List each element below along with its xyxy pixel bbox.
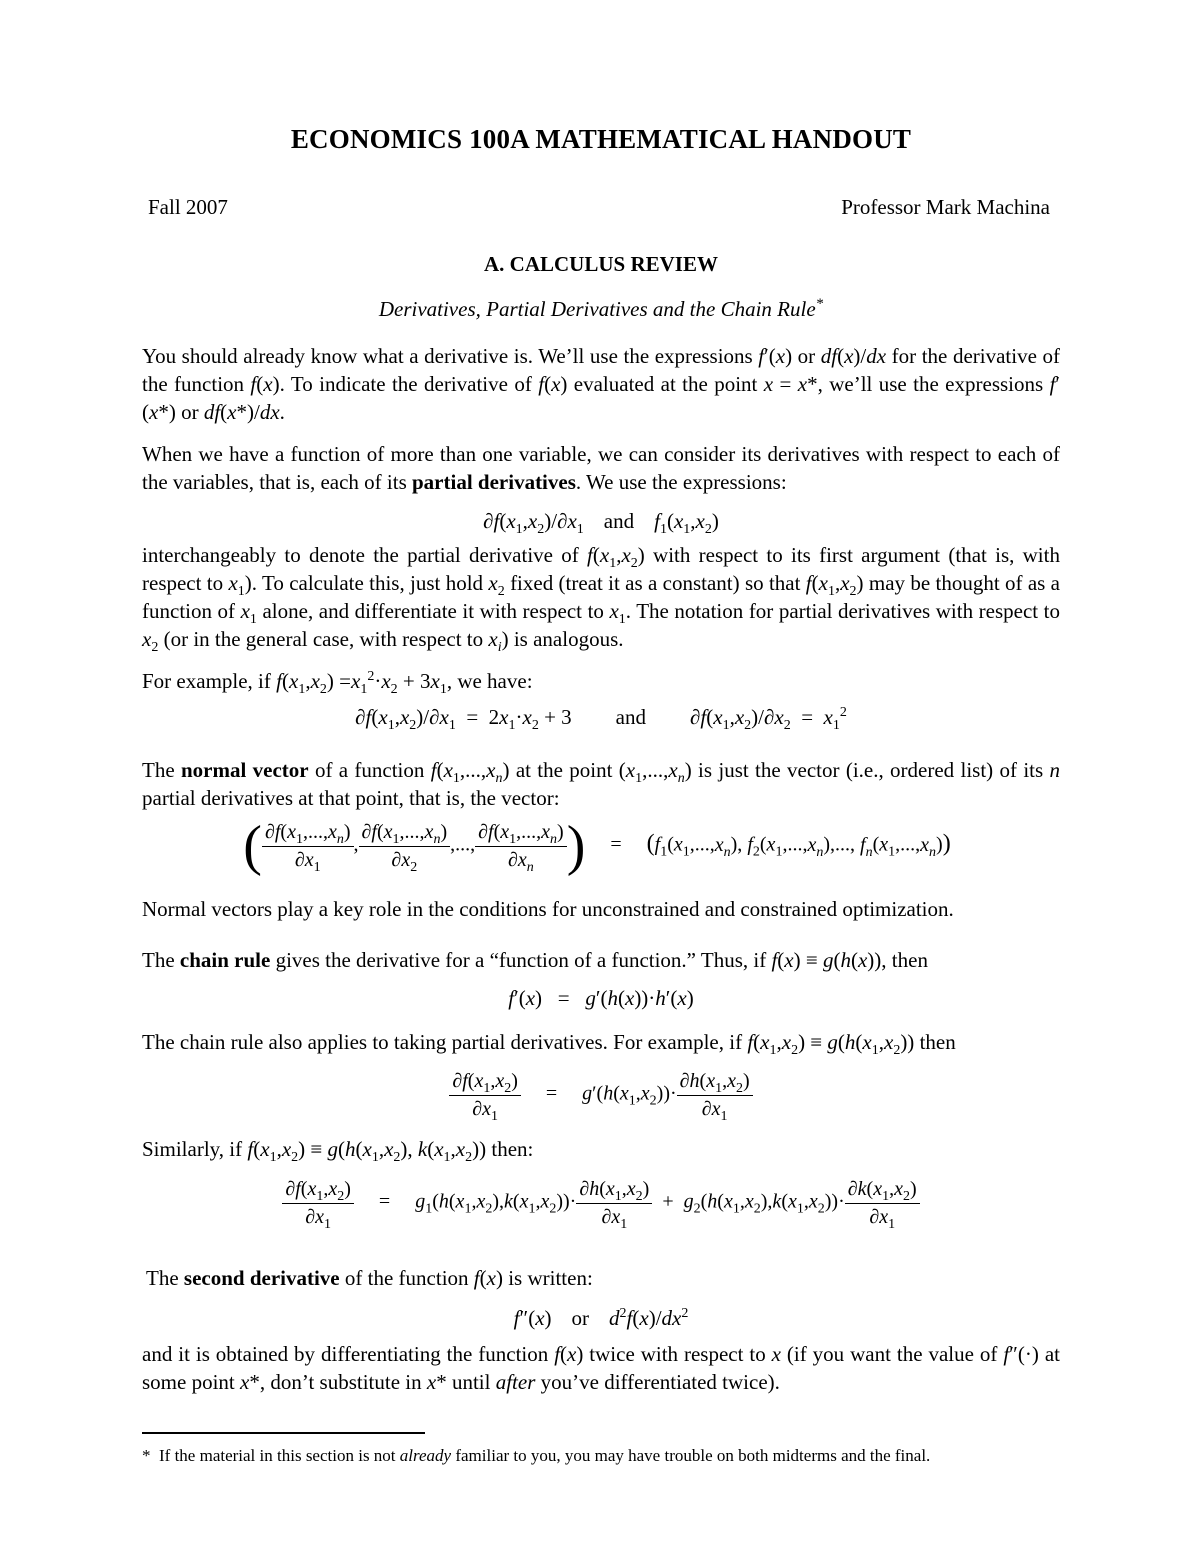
professor-label: Professor Mark Machina [841,195,1050,219]
equation-chain-rule-two: $\frac{\partial f(x_1,x_2)}{\partial x_1}$ = $g_1(h(x_1,x_2),k(x_1,x_2))\cdot$ $\frac{\partial h(x_1,x_2)}{\partial x_1}$ + $g_2(h(x_1,x_2),k(x_1,x_2))\cdot$ $\frac{\partial k(x_1,x_2)}{\partial x_1}$ [142,1176,1060,1230]
equation-second-derivative: f″(x) or $d^2f(x)/dx^2$ [513,1306,689,1330]
equation-partial-notation: $\partial f(x_1,x_2)/\partial x_1$ and $f_1(x_1,x_2)$ [483,509,719,538]
paragraph-second-derivative-explanation: and it is obtained by differentiating the function f(x) twice with respect to x (if you want the value of f″(·) at some point x*, don’t substitute in x* until after you’ve differentiated twice). [142,1342,1060,1394]
footnote: * If the material in this section is not already familiar to you, you may have trouble on both midterms and the final. [142,1446,931,1465]
paragraph-derivative-intro: You should already know what a derivative is. We’ll use the expressions f′(x) or df(x)/dx for the derivative of the function f(x). To indicate the derivative of f(x) evaluated at the point x = x*, we’ll use the expressions f′(x*) or df(x*)/dx. [142,344,1060,424]
document-title: ECONOMICS 100A MATHEMATICAL HANDOUT [290,124,912,154]
equation-chain-rule-partial: $\frac{\partial f(x_1,x_2)}{\partial x_1}$ = $g'(h(x_1,x_2))\cdot$ $\frac{\partial h(x_1,x_2)}{\partial x_1}$ [142,1068,1060,1122]
paragraph-partial-explanation: interchangeably to denote the partial derivative of $f(x_1,x_2)$ with respect to its first argument (that is, with respect to $x_1$). To calculate this, just hold $x_2$ fixed (treat it as a constant) so that $f(x_1,x_2)$ may be thought of as a function of $x_1$ alone, and differentiate it with respect to $x_1$. The notation for partial derivatives with respect to $x_2$ (or in the general case, with respect to $x_i$) is analogous. [142,543,1060,655]
paragraph-similarly: Similarly, if $f(x_1,x_2) \equiv g(h(x_1,x_2)$, $k(x_1,x_2)$) then: [142,1137,534,1166]
subsection-heading: Derivatives, Partial Derivatives and the Chain Rule* [378,296,824,321]
equation-example-partials: $\partial f(x_1,x_2)/\partial x_1 = 2x_1\cdot x_2 + 3$ and $\partial f(x_1,x_2)/\partial x_2 = x_1^2$ [355,705,847,734]
paragraph-normal-vector: The normal vector of a function $f(x_1,...,x_n)$ at the point $(x_1,...,x_n)$ is just the vector (i.e., ordered list) of its n partial derivatives at that point, that is, the vector: [142,758,1061,810]
paragraph-partial-intro: When we have a function of more than one variable, we can consider its derivatives with respect to each of the variables, that is, each of its partial derivatives. We use the expressions: [142,442,1060,494]
paragraph-second-derivative: The second derivative of the function f(x) is written: [146,1266,593,1290]
section-heading: A. CALCULUS REVIEW [484,252,718,276]
footnote-divider [142,1432,425,1434]
term-label: Fall 2007 [148,195,228,219]
equation-normal-vector: ( $\frac{\partial f(x_1,...,x_n)}{\partial x_1}$ , $\frac{\partial f(x_1,...,x_n)}{\partial x_2}$ ,..., $\frac{\partial f(x_1,...,x_n)}{\partial x_n}$ ) = ($f_1(x_1,...,x_n)$, $f_2(x_1,...,x_n)$,..., $f_n(x_1,...,x_n)$) [243,815,951,877]
equation-chain-rule: f′(x) = g′(h(x))·h′(x) [508,986,694,1010]
paragraph-normal-vector-role: Normal vectors play a key role in the conditions for unconstrained and constrained optimization. [142,897,954,921]
paragraph-chain-rule-partials: The chain rule also applies to taking partial derivatives. For example, if $f(x_1,x_2) \equiv g(h(x_1,x_2))$ then [142,1030,956,1059]
paragraph-example: For example, if $f(x_1,x_2) =x_1^2\cdot x_2 + 3x_1$, we have: [142,669,533,698]
paragraph-chain-rule: The chain rule gives the derivative for a “function of a function.” Thus, if f(x) ≡ g(h(x)), then [142,948,928,972]
